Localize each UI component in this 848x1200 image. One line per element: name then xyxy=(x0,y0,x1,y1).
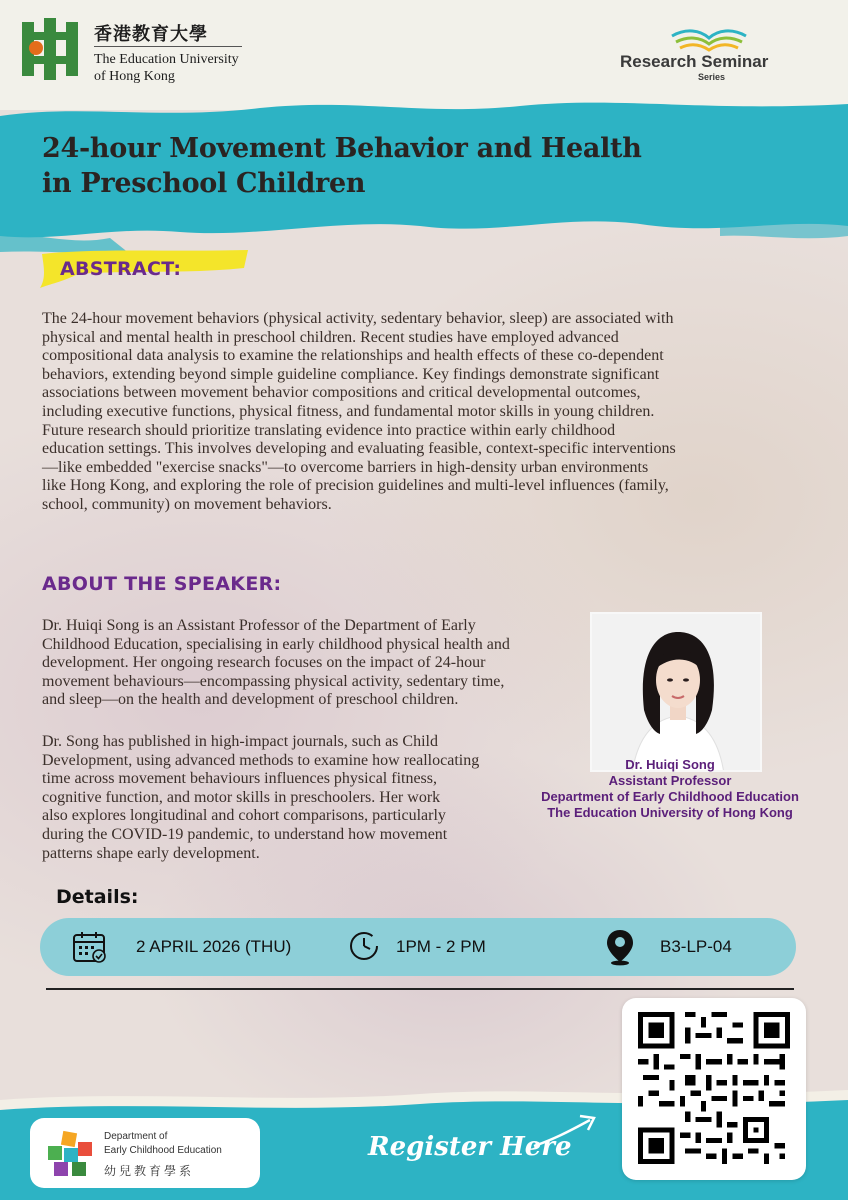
bio-line: patterns shape early development. xyxy=(42,844,260,862)
event-venue: B3-LP-04 xyxy=(660,937,732,956)
university-name-en-line1: The Education University xyxy=(94,52,239,67)
speaker-university: The Education University of Hong Kong xyxy=(547,805,793,820)
abstract-body xyxy=(42,310,802,515)
event-date: 2 APRIL 2026 (THU) xyxy=(136,937,292,956)
register-here-label[interactable]: Register Here xyxy=(368,1132,572,1162)
bio-line: during the COVID-19 pandemic, to understand how movement xyxy=(42,825,448,843)
department-name-zh: 幼兒教育學系 xyxy=(104,1164,195,1178)
abstract-line: The 24-hour movement behaviors (physical activity, sedentary behavior, sleep) are associated with xyxy=(42,310,674,327)
speaker-photo xyxy=(590,612,762,772)
series-title: Research Seminar xyxy=(620,52,769,71)
abstract-line: education settings. This involves developing and evaluating feasible, context-specific interventions xyxy=(42,440,676,458)
bio-line: also explores longitudinal and cohort comparisons, particularly xyxy=(42,807,446,825)
abstract-line: associations between movement behavior compositions and critical developmental outcomes, xyxy=(42,384,641,402)
department-name-line1: Department of xyxy=(104,1131,168,1142)
speaker-bio-paragraph-2 xyxy=(42,733,602,863)
abstract-line: physical and mental health in preschool children. Recent studies have employed advanced xyxy=(42,328,619,346)
series-subtitle: Series xyxy=(698,72,726,82)
eduhk-logo-icon xyxy=(22,18,82,80)
bio-line: cognitive function, and motor skills in preschoolers. Her work xyxy=(42,788,441,806)
location-pin-icon xyxy=(604,928,636,966)
clock-icon xyxy=(348,930,380,962)
arrow-right-icon xyxy=(528,1106,608,1156)
department-logo-icon xyxy=(44,1130,96,1180)
seminar-title-line2: in Preschool Children xyxy=(42,168,366,199)
calendar-icon xyxy=(72,930,108,964)
seminar-title-line1: 24-hour Movement Behavior and Health xyxy=(42,133,642,164)
bio-line: time across movement behaviours influences physical fitness, xyxy=(42,770,438,788)
bio-line: Dr. Huiqi Song is an Assistant Professor of the Department of Early xyxy=(42,617,476,634)
bio-line: and sleep—on the health and development of preschool children. xyxy=(42,691,459,709)
details-heading: Details: xyxy=(56,886,139,908)
event-time: 1PM - 2 PM xyxy=(396,937,486,956)
open-book-icon xyxy=(668,28,750,54)
abstract-line: behaviors, extending beyond simple guideline compliance. Key findings demonstrate significant xyxy=(42,365,660,383)
abstract-line: Future research should prioritize translating evidence into practice within early childhood xyxy=(42,421,616,439)
abstract-line: including executive functions, physical fitness, and fundamental motor skills in young children. xyxy=(42,402,655,420)
abstract-heading: ABSTRACT: xyxy=(60,258,182,280)
bio-line: Childhood Education, specialising in early childhood physical health and xyxy=(42,635,510,653)
abstract-line: like Hong Kong, and exploring the role of precision guidelines and multi-level influences (family, xyxy=(42,477,669,495)
university-name-divider xyxy=(94,46,242,47)
speaker-name: Dr. Huiqi Song xyxy=(625,757,715,772)
abstract-line: —like embedded "exercise snacks"—to overcome barriers in high-density urban environments xyxy=(42,458,649,476)
university-name-en-line2: of Hong Kong xyxy=(94,69,175,84)
speaker-department: Department of Early Childhood Education xyxy=(541,789,799,804)
bio-line: Development, using advanced methods to examine how reallocating xyxy=(42,751,480,769)
bio-line: development. Her ongoing research focuses on the impact of 24-hour xyxy=(42,654,486,672)
bio-line: Dr. Song has published in high-impact journals, such as Child xyxy=(42,733,438,750)
university-name-zh: 香港教育大學 xyxy=(94,24,208,45)
speaker-bio-paragraph-1 xyxy=(42,617,602,710)
speaker-position: Assistant Professor xyxy=(608,773,732,788)
department-name-line2: Early Childhood Education xyxy=(104,1145,222,1156)
details-divider xyxy=(46,988,794,990)
speaker-caption xyxy=(520,757,820,821)
abstract-line: compositional data analysis to examine the relationships and health effects of these co-dependent xyxy=(42,347,664,365)
about-speaker-heading: ABOUT THE SPEAKER: xyxy=(42,573,282,595)
bio-line: movement behaviours—encompassing physical activity, sedentary time, xyxy=(42,672,505,690)
registration-qr-code[interactable] xyxy=(638,1012,790,1164)
abstract-line: school, community) on movement behaviors. xyxy=(42,495,332,513)
